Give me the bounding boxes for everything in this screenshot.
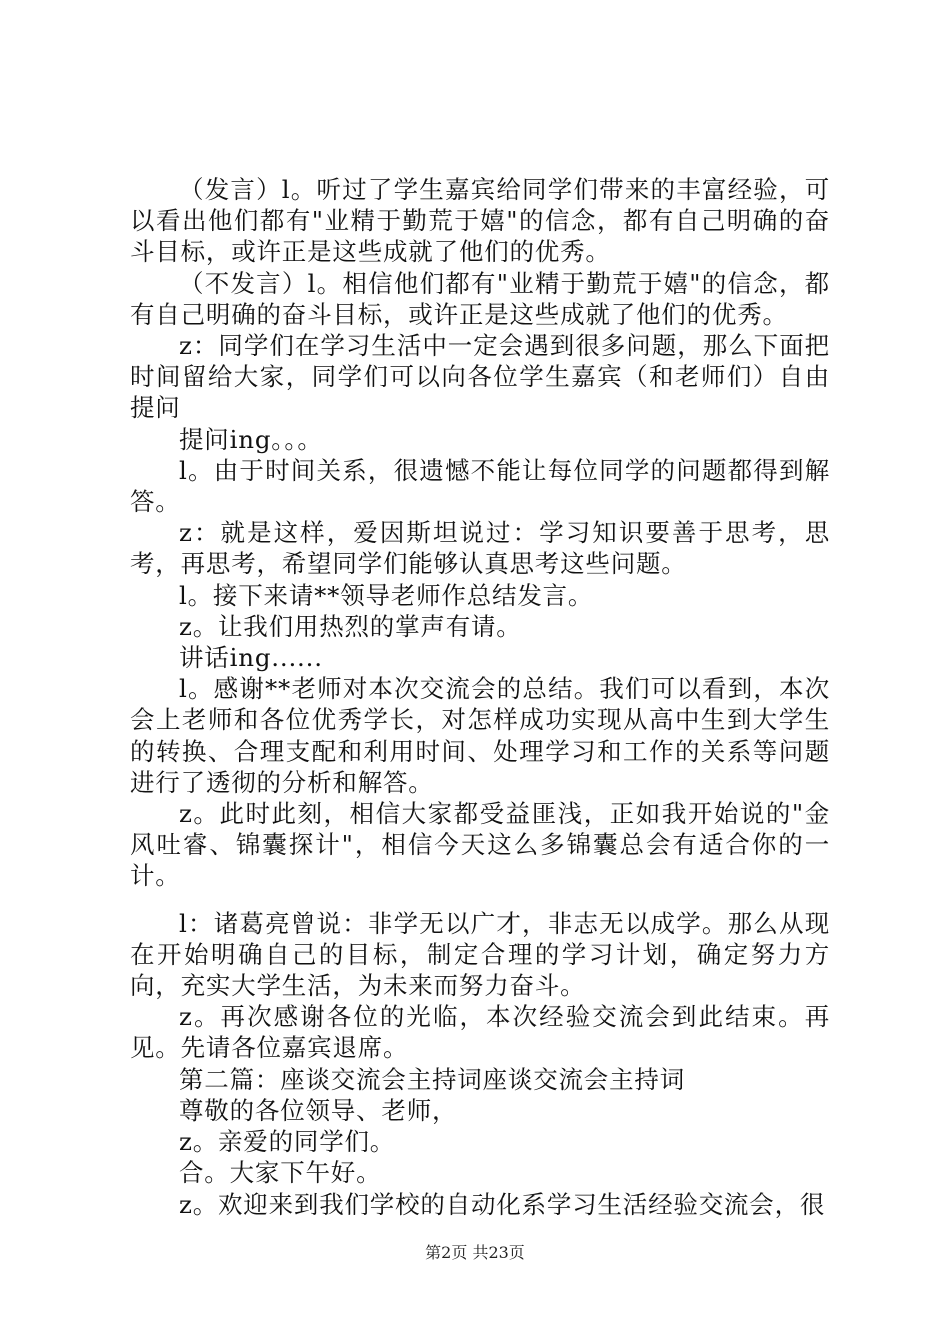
paragraph-einstein: z：就是这样，爱因斯坦说过：学习知识要善于思考，思考，再思考，希望同学们能够认真思考这些问题。: [130, 518, 830, 579]
section-heading: 第二篇：座谈交流会主持词座谈交流会主持词: [179, 1064, 685, 1094]
paragraph-thanks: l。感谢**老师对本次交流会的总结。我们可以看到，本次会上老师和各位优秀学长，对怎样成功实现从高中生到大学生的转换、合理支配和利用时间、处理学习和工作的关系等问题进行了透彻的分析和解答。: [130, 674, 830, 797]
paragraph-summary-invite: l。接下来请**领导老师作总结发言。: [179, 580, 594, 610]
paragraph-welcome: z。欢迎来到我们学校的自动化系学习生活经验交流会，很: [179, 1189, 826, 1219]
paragraph-time: l。由于时间关系，很遗憾不能让每位同学的问题都得到解答。: [130, 455, 830, 517]
paragraph-asking: 提问ing。。。: [179, 424, 323, 454]
paragraph-no-speech: （不发言）l。相信他们都有"业精于勤荒于嬉"的信念，都有自己明确的奋斗目标，或许正是这些成就了他们的优秀。: [130, 268, 830, 329]
page-footer: 第2页 共23页: [425, 1243, 525, 1262]
paragraph-benefit: z。此时此刻，相信大家都受益匪浅，正如我开始说的"金风吐睿、锦囊探计"，相信今天这么多锦囊总会有适合你的一计。: [130, 799, 830, 891]
paragraph-speech: （发言）l。听过了学生嘉宾给同学们带来的丰富经验，可以看出他们都有"业精于勤荒于嬉"的信念，都有自己明确的奋斗目标，或许正是这些成就了他们的优秀。: [130, 175, 830, 267]
paragraph-salutation: 尊敬的各位领导、老师，: [179, 1095, 458, 1125]
paragraph-speaking: 讲话ing......: [179, 643, 323, 673]
paragraph-students: z。亲爱的同学们。: [179, 1127, 396, 1157]
paragraph-greeting: 合。大家下午好。: [179, 1158, 382, 1188]
document-body: [130, 174, 830, 1220]
paragraph-zhuge: l：诸葛亮曾说：非学无以广才，非志无以成学。那么从现在开始明确自己的目标，制定合理的学习计划，确定努力方向，充实大学生活，为未来而努力奋斗。: [130, 908, 830, 1001]
paragraph-questions: z：同学们在学习生活中一定会遇到很多问题，那么下面把时间留给大家，同学们可以向各位学生嘉宾（和老师们）自由提问: [130, 331, 830, 423]
paragraph-closing: z。再次感谢各位的光临，本次经验交流会到此结束。再见。先请各位嘉宾退席。: [130, 1002, 830, 1063]
paragraph-applause: z。让我们用热烈的掌声有请。: [179, 611, 522, 641]
